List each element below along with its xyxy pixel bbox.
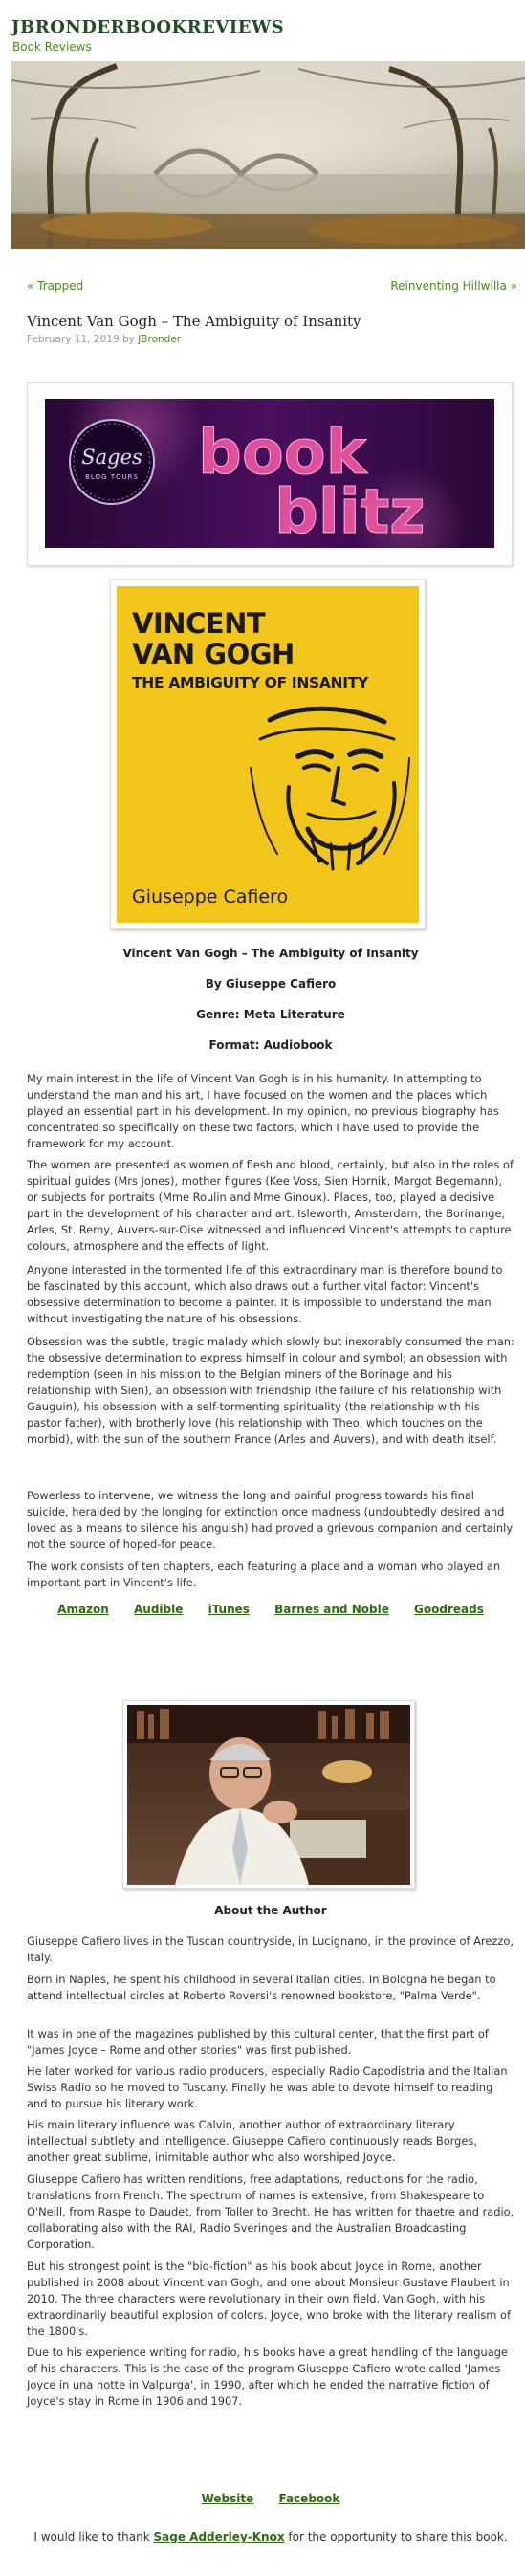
buy-links: [27, 1603, 514, 1616]
cover-title-line-2: VAN GOGH: [132, 638, 295, 670]
blitz-logo-subtitle: BLOG TOURS: [85, 473, 139, 481]
previous-post-link[interactable]: « Trapped: [27, 279, 84, 293]
about-paragraph: It was in one of the magazines published by this cultural center, that the first part of "James Joyce – Rome and other stories" was first published.: [27, 2027, 489, 2057]
about-paragraph: Giuseppe Cafiero lives in the Tuscan countryside, in Lucignano, in the province of Arezzo, Italy.: [27, 1934, 514, 1964]
thanks-text-after: for the opportunity to share this book.: [284, 2530, 508, 2543]
van-gogh-sketch-illustration: [231, 701, 419, 873]
review-paragraph: The women are presented as women of flesh and blood, certainly, but also in the roles of spiritual guides (Mrs Jones), mother figures (Kee Voss, Sien Hornik, Margot Begemann), or subjects for portraits (Mme Roulin and Mme Ginoux). Places, too, played a decisive part in the development of his character and art. Isleworth, Amsterdam, the Borinange, Arles, St. Remy, Auvers-sur-Oise witnessed and influenced Vincent's attempts to capture colours, atmosphere and the effects of light.: [27, 1158, 514, 1253]
about-paragraph: His main literary influence was Calvin, another author of extraordinary literary intellectual subtlety and intelligence. Giuseppe Cafiero continuously reads Borges, another great sublime, inimitable author who also worshiped Joyce.: [27, 2118, 477, 2164]
blitz-word-book: book: [198, 418, 367, 489]
about-author-heading: About the Author: [214, 1904, 327, 1917]
about-paragraph: Giuseppe Cafiero has written renditions, free adaptations, reductions for the radio, translations from French. The spectrum of names is extensive, from Shakespeare to O'Neill, from Raspe to Daudet, from Toller to Brecht. He has written for thaetre and radio, collaborating also with the RAI, Radio Sveringes and the Australian Broadcasting Corporation.: [27, 2172, 514, 2251]
post-author-link[interactable]: JBronder: [138, 334, 182, 345]
blitz-logo-name: Sages: [81, 446, 142, 469]
book-info-genre: Genre: Meta Literature: [196, 1008, 345, 1021]
misty-bridge-landscape: [11, 61, 525, 249]
book-info-format: Format: Audiobook: [208, 1038, 333, 1052]
book-cover-art: [117, 586, 419, 923]
book-info-author: By Giuseppe Cafiero: [205, 977, 337, 991]
thanks-text-before: I would like to thank: [33, 2530, 154, 2543]
author-portrait: [127, 1705, 410, 1885]
cover-subtitle: THE AMBIGUITY OF INSANITY: [132, 674, 368, 691]
post-meta: [27, 334, 181, 345]
sage-adderley-knox-link[interactable]: Sage Adderley-Knox: [153, 2530, 285, 2543]
about-paragraph: But his strongest point is the "bio-fiction" as his book about Joyce in Rome, another published in 2008 about Vincent van Gogh, and one about Monsieur Gustave Flaubert in 2010. The three characters were revolutionary in their own field. Van Gogh, with his extraordinarily beautiful explosion of colors. Joyce, who broke with the literary realism of the 1800's.: [27, 2259, 511, 2338]
header-banner-image: [11, 61, 525, 249]
audible-link[interactable]: Audible: [134, 1603, 184, 1616]
amazon-link[interactable]: Amazon: [57, 1603, 109, 1616]
review-paragraph: Anyone interested in the tormented life of this extraordinary man is therefore bound to be fascinated by this account, which also draws out a further vital factor: Vincent's obsessive determination to become a painter. It is impossible to understand the man without investigating the nature of his obsessions.: [27, 1263, 503, 1325]
about-paragraph: He later worked for various radio producers, especially Radio Capodistria and the Italian Swiss Radio so he moved to Tuscany. Finally he was able to devote himself to reading and to pursue his literary work.: [27, 2064, 508, 2110]
barnes-and-noble-link[interactable]: Barnes and Noble: [274, 1603, 389, 1616]
thanks-line: [27, 2528, 514, 2545]
blitz-word-blitz: blitz: [274, 477, 426, 548]
review-paragraph: Obsession was the subtle, tragic malady which slowly but inexorably consumed the man: the obsessive determination to express himself in colour and symbol; an obsession with redemption (seen in his mission to the Belgian miners of the Borinage and his relationship with Sien), an obsession with friendship (the failure of his relationship with Gauguin), his obsession with a self-tormenting spirituality (the relationship with his pastor father), with brotherly love (his relationship with Theo, which touches on the morbid), with the sun of the southern France (Arles and Auvers), and with death itself.: [27, 1335, 514, 1446]
post-by-label: by: [121, 334, 135, 345]
site-tagline: Book Reviews: [12, 40, 92, 54]
review-paragraph: The work consists of ten chapters, each featuring a place and a woman who played an important part in Vincent's life.: [27, 1560, 501, 1589]
author-photo: [122, 1700, 415, 1889]
author-links: [27, 2492, 514, 2505]
review-paragraph: Powerless to intervene, we witness the long and painful progress towards his final suicide, heralded by the longing for extinction once madness (undoubtedly desired and loved as a means to silence his anguish) had proved a grievous companion and certainly not the source of hoped-for peace.: [27, 1489, 514, 1551]
goodreads-link[interactable]: Goodreads: [414, 1603, 484, 1616]
next-post-link[interactable]: Reinventing Hillwilla »: [390, 279, 517, 293]
book-blitz-graphic: [45, 399, 494, 548]
about-paragraph: Born in Naples, he spent his childhood in several Italian cities. In Bologna he began to attend intellectual circles at Roberto Roversi's renowned bookstore, "Palma Verde".: [27, 1973, 496, 2002]
itunes-link[interactable]: iTunes: [208, 1603, 250, 1616]
cover-title-line-1: VINCENT: [132, 607, 266, 640]
cover-author-name: Giuseppe Cafiero: [132, 886, 289, 907]
site-title-link[interactable]: JBRONDERBOOKREVIEWS: [11, 17, 285, 37]
author-website-link[interactable]: Website: [201, 2492, 254, 2505]
site-header: [0, 0, 525, 251]
about-paragraph: Due to his experience writing for radio, his books have a great handling of the language of his characters. This is the case of the program Giuseppe Cafiero wrote called 'James Joyce in una notte in Valpurga', in 1990, after which he ended the narrative fiction of Joyce's stay in Rome in 1906 and 1907.: [27, 2346, 508, 2408]
book-info-title: Vincent Van Gogh – The Ambiguity of Insanity: [122, 947, 419, 960]
author-facebook-link[interactable]: Facebook: [278, 2492, 340, 2505]
book-blitz-banner: [27, 382, 513, 566]
book-cover-image: [110, 579, 426, 929]
post-date: February 11, 2019: [27, 334, 120, 345]
post-title: Vincent Van Gogh – The Ambiguity of Insanity: [27, 313, 361, 330]
review-paragraph: My main interest in the life of Vincent Van Gogh is in his humanity. In attempting to understand the man and his art, I have focused on the women and the places which played an essential part in his development. In my opinion, no previous biography has concentrated so specifically on these two factors, which I have used to provide the framework for my account.: [27, 1072, 499, 1150]
